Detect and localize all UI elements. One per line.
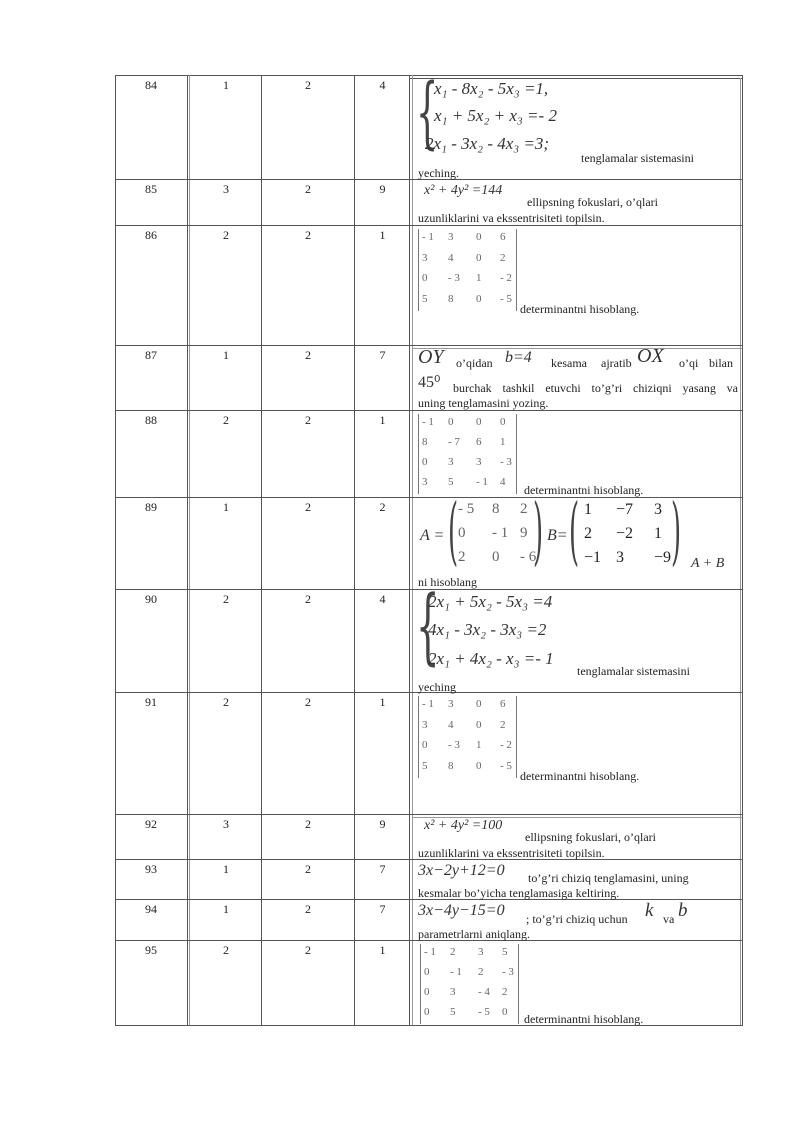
row-number: 90: [145, 592, 157, 606]
row-value: 7: [379, 862, 386, 876]
sum-expression: A + B: [691, 556, 725, 571]
row-value: 2: [305, 413, 311, 427]
matrix-entry: 0: [424, 966, 430, 978]
determinant-bar: [518, 944, 519, 1024]
task-text: o’qidan: [456, 356, 493, 370]
matrix-entry: - 1: [422, 698, 434, 710]
determinant-bar: [516, 696, 517, 778]
matrix-entry: - 1: [422, 231, 434, 243]
task-text: yeching: [418, 680, 456, 694]
matrix-entry: 0: [476, 231, 482, 243]
left-brace: {: [416, 68, 439, 158]
matrix-entry: - 2: [500, 739, 512, 751]
determinant-bar: [420, 944, 421, 1024]
matrix-entry: - 1: [450, 966, 462, 978]
task-text: tenglamalar sistemasini: [577, 664, 690, 678]
matrix-entry: 8: [422, 436, 428, 448]
matrix-entry: - 2: [500, 272, 512, 284]
row-value: 2: [305, 943, 311, 957]
determinant: [420, 944, 520, 1024]
row-value: 2: [379, 500, 386, 514]
ellipse-equation: x² + 4y² =144: [424, 183, 503, 198]
determinant-bar: [418, 414, 419, 494]
row-value: 9: [379, 182, 386, 196]
axis-label: OX: [637, 345, 664, 367]
parameter-k: k: [645, 900, 654, 921]
task-text: burchak tashkil etuvchi to’g’ri chiziqni yasang va: [453, 381, 738, 395]
matrix-entry: 3: [654, 501, 662, 518]
matrix-entry: 3: [616, 549, 624, 566]
row-number: 86: [145, 228, 157, 242]
matrix-entry: - 3: [448, 739, 460, 751]
row-value: 2: [305, 817, 311, 831]
axis-label: OY: [418, 346, 444, 368]
equation-line: x₁ + 5x₂ + x₃ =- 2: [434, 106, 557, 125]
matrix-entry: 0: [492, 549, 500, 565]
matrix-entry: 2: [450, 946, 456, 958]
matrix-entry: 2: [500, 718, 506, 731]
matrix-entry: 9: [520, 525, 528, 541]
row-value: 1: [223, 902, 229, 916]
row-value: 1: [223, 500, 229, 514]
matrix-entry: −7: [616, 501, 634, 518]
matrix-entry: 3: [448, 456, 454, 468]
task-text: ellipsning fokuslari, o’qlari: [525, 830, 656, 844]
matrix-entry: 4: [448, 718, 454, 731]
matrix-entry: 0: [476, 292, 482, 305]
matrix-entry: 1: [654, 525, 662, 542]
matrix-entry: 2: [478, 966, 484, 978]
matrix-entry: 2: [520, 501, 528, 517]
determinant: [418, 696, 518, 778]
matrix-entry: 2: [458, 549, 466, 565]
row-value: 9: [379, 817, 386, 831]
task-text: determinantni hisoblang.: [524, 483, 644, 497]
matrix-entry: 5: [448, 476, 454, 488]
row-value: 2: [305, 592, 311, 606]
matrix-entry: - 1: [492, 525, 509, 541]
matrix-entry: 6: [476, 436, 482, 448]
task-text: kesmalar bo’yicha tenglamasiga keltiring.: [418, 886, 620, 900]
line-equation: 3x−2y+12=0: [418, 862, 505, 879]
matrix-entry: 5: [422, 292, 428, 305]
matrix-entry: 0: [422, 456, 428, 468]
task-text: determinantni hisoblang.: [520, 769, 640, 783]
matrix-entry: 0: [424, 986, 430, 998]
matrix-entry: 0: [476, 251, 482, 264]
matrix-entry: −1: [584, 549, 602, 566]
matrix-entry: 6: [500, 231, 506, 243]
equation-line: 2x₁ + 4x₂ - x₃ =- 1: [428, 649, 554, 668]
row-value: 1: [379, 695, 386, 709]
row-value: 1: [223, 78, 229, 92]
row-value: 2: [305, 348, 311, 362]
matrix-entry: 0: [476, 718, 482, 731]
matrix-entry: 0: [422, 272, 428, 284]
matrix-entry: 3: [448, 698, 454, 710]
matrix-entry: 0: [448, 416, 454, 428]
equation-line: 2x₁ + 5x₂ - 5x₃ =4: [428, 592, 553, 611]
row-value: 2: [305, 228, 311, 242]
row-value: 3: [223, 817, 229, 831]
task-text: determinantni hisoblang.: [524, 1012, 644, 1026]
matrix-entry: 4: [500, 476, 506, 488]
determinant: [418, 414, 518, 494]
matrix-entry: 0: [424, 1006, 430, 1018]
matrix-entry: - 1: [476, 476, 488, 488]
matrix-entry: 3: [448, 231, 454, 243]
matrix-label: B=: [547, 527, 568, 544]
row-value: 7: [379, 348, 386, 362]
equation-line: x₁ - 8x₂ - 5x₃ =1,: [434, 79, 549, 98]
row-value: 2: [305, 78, 311, 92]
parameter-b: b: [678, 900, 688, 921]
matrix-entry: 5: [502, 946, 508, 958]
row-value: 2: [305, 182, 311, 196]
row-number: 87: [145, 348, 157, 362]
row-number: 84: [145, 78, 157, 92]
row-value: 7: [379, 902, 386, 916]
matrix-entry: - 1: [424, 946, 436, 958]
row-number: 89: [145, 500, 157, 514]
matrix-entry: 2: [500, 251, 506, 264]
determinant-bar: [516, 414, 517, 494]
matrix-entry: −9: [654, 549, 672, 566]
matrix-entry: 0: [476, 416, 482, 428]
matrix-entry: - 1: [422, 416, 434, 428]
task-text: va: [663, 912, 675, 926]
determinant-bar: [516, 229, 517, 311]
row-value: 2: [223, 695, 229, 709]
task-text: yeching.: [418, 166, 459, 180]
task-text: kesama: [551, 356, 587, 370]
task-text: uning tenglamasini yozing.: [418, 396, 549, 410]
task-text: tenglamalar sistemasini: [581, 151, 694, 165]
matrix-entry: 0: [476, 759, 482, 772]
equation-line: 4x₁ - 3x₂ - 3x₃ =2: [428, 620, 547, 639]
matrix-entry: 0: [476, 698, 482, 710]
row-number: 94: [145, 902, 157, 916]
matrix-entry: 5: [422, 759, 428, 772]
matrix-b: [580, 501, 676, 571]
row-value: 4: [379, 592, 386, 606]
task-text: parametrlarni aniqlang.: [418, 927, 530, 941]
task-text: ; to’g’ri chiziq uchun: [526, 912, 628, 926]
determinant: [418, 229, 518, 311]
task-text: uzunliklarini va ekssentrisiteti topilsin.: [418, 846, 605, 860]
row-value: 2: [305, 500, 311, 514]
paren: (: [569, 488, 580, 574]
matrix-entry: - 5: [500, 292, 512, 305]
task-text: determinantni hisoblang.: [520, 302, 640, 316]
matrix-entry: 1: [476, 739, 482, 751]
matrix-entry: 8: [448, 759, 454, 772]
line-equation: 3x−4y−15=0: [418, 902, 505, 919]
row-number: 92: [145, 817, 157, 831]
task-text: to’g’ri chiziq tenglamasini, uning: [528, 871, 689, 885]
matrix-entry: 1: [584, 501, 592, 518]
task-text: ajratib: [601, 356, 632, 370]
row-value: 2: [305, 695, 311, 709]
row-value: 2: [223, 943, 229, 957]
matrix-entry: 8: [492, 501, 500, 517]
row-number: 93: [145, 862, 157, 876]
row-value: 2: [223, 592, 229, 606]
matrix-entry: 0: [458, 525, 466, 541]
matrix-entry: - 7: [448, 436, 460, 448]
row-value: 1: [379, 943, 386, 957]
row-value: 1: [223, 348, 229, 362]
intercept: b=4: [505, 349, 532, 366]
matrix-entry: 0: [502, 1006, 508, 1018]
matrix-label: A =: [420, 527, 445, 544]
row-value: 2: [305, 862, 311, 876]
row-number: 85: [145, 182, 157, 196]
matrix-entry: 2: [502, 986, 508, 998]
task-text: uzunliklarini va ekssentrisiteti topilsin.: [418, 211, 605, 225]
paren: (: [448, 488, 459, 574]
matrix-entry: 2: [584, 525, 592, 542]
matrix-entry: - 5: [500, 759, 512, 772]
task-text: bilan: [709, 356, 733, 370]
matrix-a: [456, 501, 542, 571]
matrix-entry: 3: [450, 986, 456, 998]
task-text: o’qi: [679, 356, 699, 370]
paren: ): [671, 488, 682, 574]
row-value: 2: [223, 228, 229, 242]
matrix-entry: 0: [422, 739, 428, 751]
matrix-entry: 5: [450, 1006, 456, 1018]
row-value: 1: [223, 862, 229, 876]
determinant-bar: [418, 229, 419, 311]
matrix-entry: - 3: [502, 966, 514, 978]
left-brace: {: [416, 579, 440, 674]
matrix-entry: 4: [448, 251, 454, 264]
matrix-entry: - 5: [478, 1006, 490, 1018]
matrix-entry: 8: [448, 292, 454, 305]
matrix-entry: - 6: [520, 549, 537, 565]
matrix-entry: −2: [616, 525, 634, 542]
matrix-entry: - 3: [448, 272, 460, 284]
row-value: 1: [379, 228, 386, 242]
row-number: 88: [145, 413, 157, 427]
matrix-entry: - 3: [500, 456, 512, 468]
row-number: 95: [145, 943, 157, 957]
ellipse-equation: x² + 4y² =100: [424, 818, 503, 833]
matrix-entry: 3: [476, 456, 482, 468]
matrix-entry: 3: [422, 718, 428, 731]
matrix-entry: 3: [478, 946, 484, 958]
matrix-entry: 6: [500, 698, 506, 710]
task-text: ellipsning fokuslari, o’qlari: [527, 195, 658, 209]
row-value: 2: [305, 902, 311, 916]
row-number: 91: [145, 695, 157, 709]
matrix-entry: - 4: [478, 986, 490, 998]
matrix-entry: 3: [422, 251, 428, 264]
row-value: 4: [379, 78, 386, 92]
task-text: ni hisoblang: [418, 575, 477, 589]
equation-line: 2x₁ - 3x₂ - 4x₃ =3;: [425, 134, 550, 153]
row-value: 1: [379, 413, 386, 427]
matrix-entry: - 5: [458, 501, 475, 517]
matrix-entry: 0: [500, 416, 506, 428]
matrix-entry: 1: [476, 272, 482, 284]
row-value: 2: [223, 413, 229, 427]
matrix-entry: 1: [500, 436, 506, 448]
matrix-entry: 3: [422, 476, 428, 488]
determinant-bar: [418, 696, 419, 778]
paren: ): [533, 488, 544, 574]
angle: 45⁰: [418, 374, 441, 391]
row-value: 3: [223, 182, 229, 196]
